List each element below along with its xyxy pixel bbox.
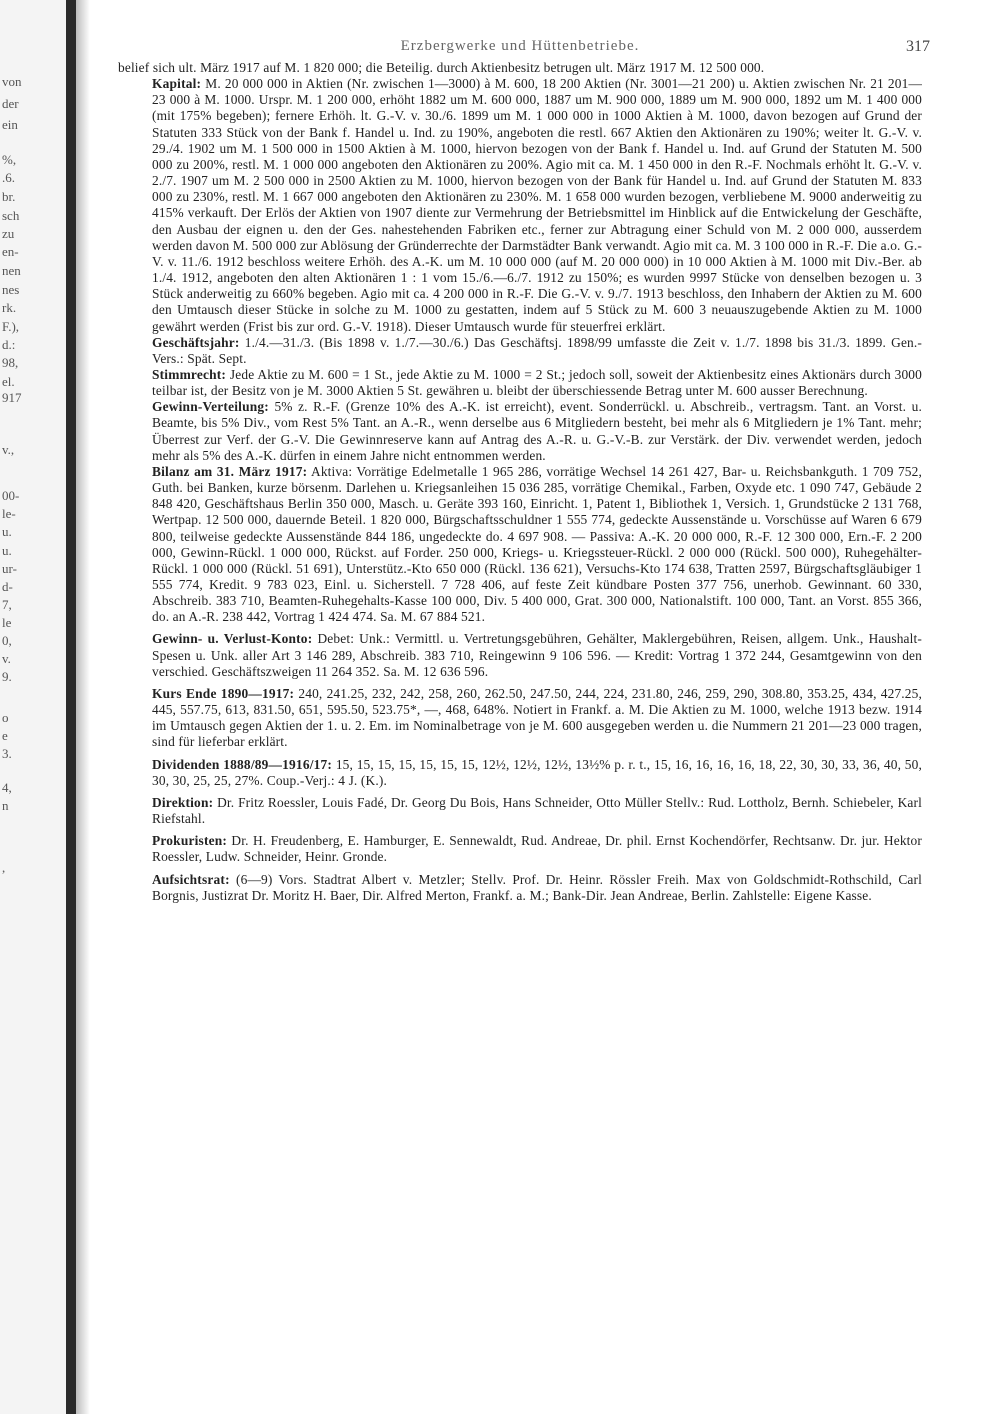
paragraph-dividenden (118, 757, 922, 789)
margin-fragment: 0, (2, 633, 12, 648)
paragraph-bilanz (118, 464, 922, 626)
paragraph-heading: Aufsichtsrat: (152, 871, 230, 887)
page (118, 38, 930, 904)
paragraph-kurs (118, 686, 922, 751)
paragraph-heading: Direktion: (152, 794, 214, 810)
margin-fragment: 98, (2, 355, 19, 370)
paragraph-heading: Bilanz am 31. März 1917: (152, 463, 308, 479)
paragraph-heading: Gewinn- u. Verlust-Konto: (152, 631, 313, 647)
margin-fragment: v., (2, 442, 15, 457)
margin-fragment: F.), (2, 319, 20, 334)
paragraph-gewinn-verlust (118, 631, 922, 679)
book-gutter (66, 0, 76, 1414)
margin-fragment: d- (2, 579, 13, 594)
paragraph-text: Aktiva: Vorrätige Edelmetalle 1 965 286, vorrätige Wechsel 14 261 427, Bar- u. Reichsbankguth. 1 709 752, Guth. bei Banken, kurze börsenm. Darlehen u. Kriegsanleihen 15 036 285, vorrätige Chemikal., Farben, Oxyde etc. 1 090 747, Gebäude 2 848 420, Geschäftshaus Berlin 350 000, Masch. u. Geräte 393 160, Einricht. 1, Patent 1, Bibliothek 1, Versich. 1, Grundstücke 2 131 768, Wertpap. 12 500 000, dauernde Beteil. 1 820 000, Bürgschaftsschuldner 1 555 774, gedeckte Aussenstände u. Vorschüsse auf Waren 6 679 800, teilweise gedeckte Aussenstände 844 186, ungedeckte do. 4 697 908. — Passiva: A.-K. 20 000 000, R.-F. 12 300 000, Ern.-F. 2 200 000, Gewinn-Rückl. 1 000 000, Rückst. auf Forder. 250 000, Kriegs- u. Kriegssteuer-Rückl. 2 000 000 (Rückl. 500 000), Ruhegehälter-Rückl. 1 000 000 (Rückl. 51 691), Unterstütz.-Kto 650 000 (Rückl. 136 621), Versuchs-Kto 174 638, Tratten 2597, Bürgschaftsgläubiger 1 555 774, Kredit. 9 783 023, Einl. u. Sicherstell. 7 728 406, auf feste Zeit kündbare Posten 377 756, unerhob. Gewinnant. 60 330, Abschreib. 383 710, Beamten-Ruhegehalts-Kasse 100 000, Div. 5 400 000, Grat. 300 000, Nationalstift. 100 000, Tant. an Vorst. 855 366, do. an A.-R. 238 442, Vortrag 1 424 474. Sa. M. 67 884 521. (152, 463, 922, 625)
paragraph-heading: Dividenden 1888/89—1916/17: (152, 756, 333, 772)
paragraph-text: Dr. H. Freudenberg, E. Hamburger, E. Sennewaldt, Rud. Andreae, Dr. phil. Ernst Kochendörfer, Rechtsanw. Dr. jur. Hektor Roessler, Ludw. Schneider, Heinr. Gronde. (152, 833, 923, 865)
margin-fragment: 917 (2, 390, 22, 405)
margin-fragment: rk. (2, 300, 17, 315)
margin-fragment: le (2, 615, 12, 630)
paragraph-text: 15, 15, 15, 15, 15, 15, 15, 12½, 12½, 12½, 13½% p. r. t., 15, 16, 16, 16, 16, 18, 22, 30, 30, 33, 36, 40, 50, 30, 30, 25, 25, 27%. Coup.-Verj.: 4 J. (K.). (152, 756, 922, 788)
margin-fragment: 00- (2, 488, 20, 503)
gutter-shadow (76, 0, 90, 1414)
paragraph-heading: Prokuristen: (152, 833, 228, 849)
margin-fragment: nes (2, 282, 20, 297)
paragraph-stimmrecht (118, 367, 922, 399)
paragraph-intro (118, 60, 922, 76)
paragraph-text: 240, 241.25, 232, 242, 258, 260, 262.50, 247.50, 244, 224, 231.80, 246, 259, 290, 308.80, 353.25, 434, 427.25, 445, 557.75, 613, 831.50, 651, 595.50, 523.75*, —, 468, 648%. Notiert in Frankf. a. M. Die Aktien zu M. 1000, welche 1913 bezw. 1914 im Umtausch gegen Aktien der 1. u. 2. Em. im Nominalbetrage von je M. 600 ausgegeben werden u. die Nummern 21 201—23 000 tragen, sind für lieferbar erklärt. (152, 685, 922, 750)
margin-fragment: sch (2, 208, 20, 223)
margin-fragment: , (2, 860, 6, 875)
margin-fragment: der (2, 96, 19, 111)
margin-fragment: u. (2, 543, 12, 558)
paragraph-text: 1./4.—31./3. (Bis 1898 v. 1./7.—30./6.) Das Geschäftsj. 1898/99 umfasste die Zeit v. 1./7. 1898 bis 31./3. 1899. Gen.-Vers.: Spät. Sept. (152, 334, 923, 366)
paragraph-heading: Kapital: (152, 76, 202, 92)
margin-fragment: br. (2, 189, 16, 204)
paragraph-direktion (118, 795, 922, 827)
margin-fragment: ein (2, 117, 18, 132)
margin-fragment: 4, (2, 780, 12, 795)
running-head-title: Erzbergwerke und Hüttenbetriebe. (400, 38, 640, 54)
margin-fragment: zu (2, 226, 15, 241)
margin-fragment: n (2, 798, 9, 813)
margin-fragment: 3. (2, 746, 12, 761)
paragraph-heading: Gewinn-Verteilung: (152, 399, 269, 415)
margin-fragment: e (2, 728, 8, 743)
paragraph-text: belief sich ult. März 1917 auf M. 1 820 000; die Beteilig. durch Aktienbesitz betrugen ult. März 1917 M. 12 500 000. (118, 60, 765, 75)
previous-page-margin (0, 0, 66, 1414)
paragraph-heading: Geschäftsjahr: (152, 334, 240, 350)
margin-fragment: el. (2, 374, 15, 389)
margin-fragment: .6. (2, 170, 15, 185)
paragraph-text: (6—9) Vors. Stadtrat Albert v. Metzler; Stellv. Prof. Dr. Heinr. Rössler Freih. Max von Goldschmidt-Rothschild, Carl Borgnis, Justizrat Dr. Moritz H. Baer, Dir. Alfred Merton, Frankf. a. M.; Bank-Dir. Jean Andreae, Berlin. Zahlstelle: Eigene Kasse. (152, 871, 922, 903)
margin-fragment: en- (2, 244, 19, 259)
margin-fragment: v. (2, 651, 11, 666)
running-header (118, 38, 930, 60)
margin-fragment: d.: (2, 337, 16, 352)
paragraph-kapital (118, 76, 922, 335)
margin-fragment: u. (2, 524, 12, 539)
margin-fragment: ur- (2, 561, 17, 576)
paragraph-heading: Stimmrecht: (152, 366, 227, 382)
paragraph-aufsichtsrat (118, 872, 922, 904)
paragraph-text: 5% z. R.-F. (Grenze 10% des A.-K. ist erreicht), event. Sonderrückl. u. Abschreib., vertragsm. Tant. an Vorst. u. Beamte, bis 5% Div., vom Rest 5% Tant. an A.-R., wenn derselbe aus 6 Mitgliedern besteht, bei mehr als 6 Mitgliedern je 1% Tant. mehr; Überrest zur Verf. der G.-V. Die Gewinnreserve kann auf Antrag des A.-R. u. G.-V.-B. zur Verstärk. der Div. verwendet werden, jedoch mehr als 5% des A.-K. dürfen in einem Jahre nicht entnommen werden. (152, 399, 922, 463)
paragraph-heading: Kurs Ende 1890—1917: (152, 685, 295, 701)
paragraph-geschaeftsjahr (118, 335, 922, 367)
margin-fragment: o (2, 710, 9, 725)
margin-fragment: 7, (2, 597, 12, 612)
margin-fragment: 9. (2, 669, 12, 684)
paragraph-text: M. 20 000 000 in Aktien (Nr. zwischen 1—3000) à M. 600, 18 200 Aktien (Nr. 3001—21 200) u. Aktien zwischen Nr. 21 201—23 000 à M. 1000. Urspr. M. 1 200 000, erhöht 1882 um M. 600 000, 1887 um M. 900 000, 1889 um M. 900 000, 1892 um M. 1 400 000 (mit 175% begeben); fernere Erhöh. lt. G.-V. v. 30./6. 1899 um M. 1 000 000 in 1000 Aktien à M. 1000, davon bezogen auf Grund der Statuten 333 Stück von der Bank f. Handel u. Ind. zu 190%, angeboten die restl. 667 Aktien den Aktionären zu 190%; weiter lt. G.-V. v. 29./4. 1902 um M. 1 500 000 in 1500 Aktien à M. 1000, hiervon bezogen von der Bank f. Handel u. Ind. auf Grund der Statuten M. 500 000 zu 200%, restl. M. 1 000 000 angeboten den Aktionären zu 200%. Agio mit ca. M. 1 450 000 in den R.-F. Nochmals erhöht lt. G.-V. v. 2./7. 1907 um M. 2 500 000 in 2500 Aktien zu M. 1000, hiervon bezogen von der Bank für Handel u. Ind. auf Grund der Statuten M. 833 000 zu 230%, restl. M. 1 667 000 angeboten den Aktionären zu 230%. M. 1 658 000 wurden bezogen, verbliebene M. 9000 anderweitig zu 415% verkauft. Der Erlös der Aktien von 1907 diente zur Vermehrung der Betriebsmittel im Hinblick auf die Entwickelung der Geschäfte, den Ausbau der eignen u. den der Ges. nahestehenden Fabriken etc., ferner zur Abtragung einer Schuld von M. 2 000 000, ausserdem werden davon M. 500 000 zur Ablösung der Gründerrechte der Darmstädter Bank verwandt. Agio mit ca. M. 3 100 000 in R.-F. Die a.o. G.-V. v. 11./6. 1912 beschloss weitere Erhöh. des A.-K. um M. 10 000 000 (auf M. 20 000 000) in 10 000 Aktien à M. 1000 mit Div.-Ber. ab 1./4. 1912, angeboten den alten Aktionären 1 : 1 vom 15./6.—6./7. 1912 zu 150%; es wurden 9997 Stücke von denselben bezogen u. 3 Stück anderweitig zu 660% begeben. Agio mit ca. 4 200 000 in R.-F. Die G.-V. v. 9./7. 1913 beschloss, den Inhabern der Aktien zu M. 600 den Umtausch dieser Stücke in solche zu M. 1000 zu gestatten, indem auf 5 Stück zu M. 600 3 neuauszugebende Aktien zu M. 1000 gewährt werden (Frist bis zur ord. G.-V. 1918). Dieser Umtausch wurde für steuerfrei erklärt. (152, 76, 922, 334)
page-number: 317 (906, 38, 930, 55)
margin-fragment: von (2, 74, 22, 89)
paragraph-text: Debet: Unk.: Vermittl. u. Vertretungsgebühren, Gehälter, Maklergebühren, Reisen, allgem. Unk., Haushalt-Spesen u. Unk. aller Art 3 146 289, Abschreib. 383 710, Reingewinn 9 106 596. — Kredit: Vortrag 1 372 244, Gesamtgewinn von den verschied. Geschäftszweigen 11 264 352. Sa. M. 12 636 596. (152, 631, 922, 679)
margin-fragment: nen (2, 263, 21, 278)
margin-fragment: %, (2, 152, 17, 167)
paragraph-text: Jede Aktie zu M. 600 = 1 St., jede Aktie zu M. 1000 = 2 St.; jedoch soll, soweit der Aktienbesitz eines Aktionärs durch 3000 teilbar ist, der Besitz von je M. 3000 Aktien 5 St. gewähren u. bleibt der überschiessende Betrag unter M. 600 ausser Berechnung. (152, 366, 922, 399)
margin-fragment: le- (2, 506, 16, 521)
paragraph-text: Dr. Fritz Roessler, Louis Fadé, Dr. Georg Du Bois, Hans Schneider, Otto Müller Stellv.: Rud. Lottholz, Bernh. Schiebeler, Karl Riefstahl. (152, 794, 922, 827)
paragraph-gewinn-verteilung (118, 399, 922, 464)
paragraph-prokuristen (118, 833, 922, 865)
